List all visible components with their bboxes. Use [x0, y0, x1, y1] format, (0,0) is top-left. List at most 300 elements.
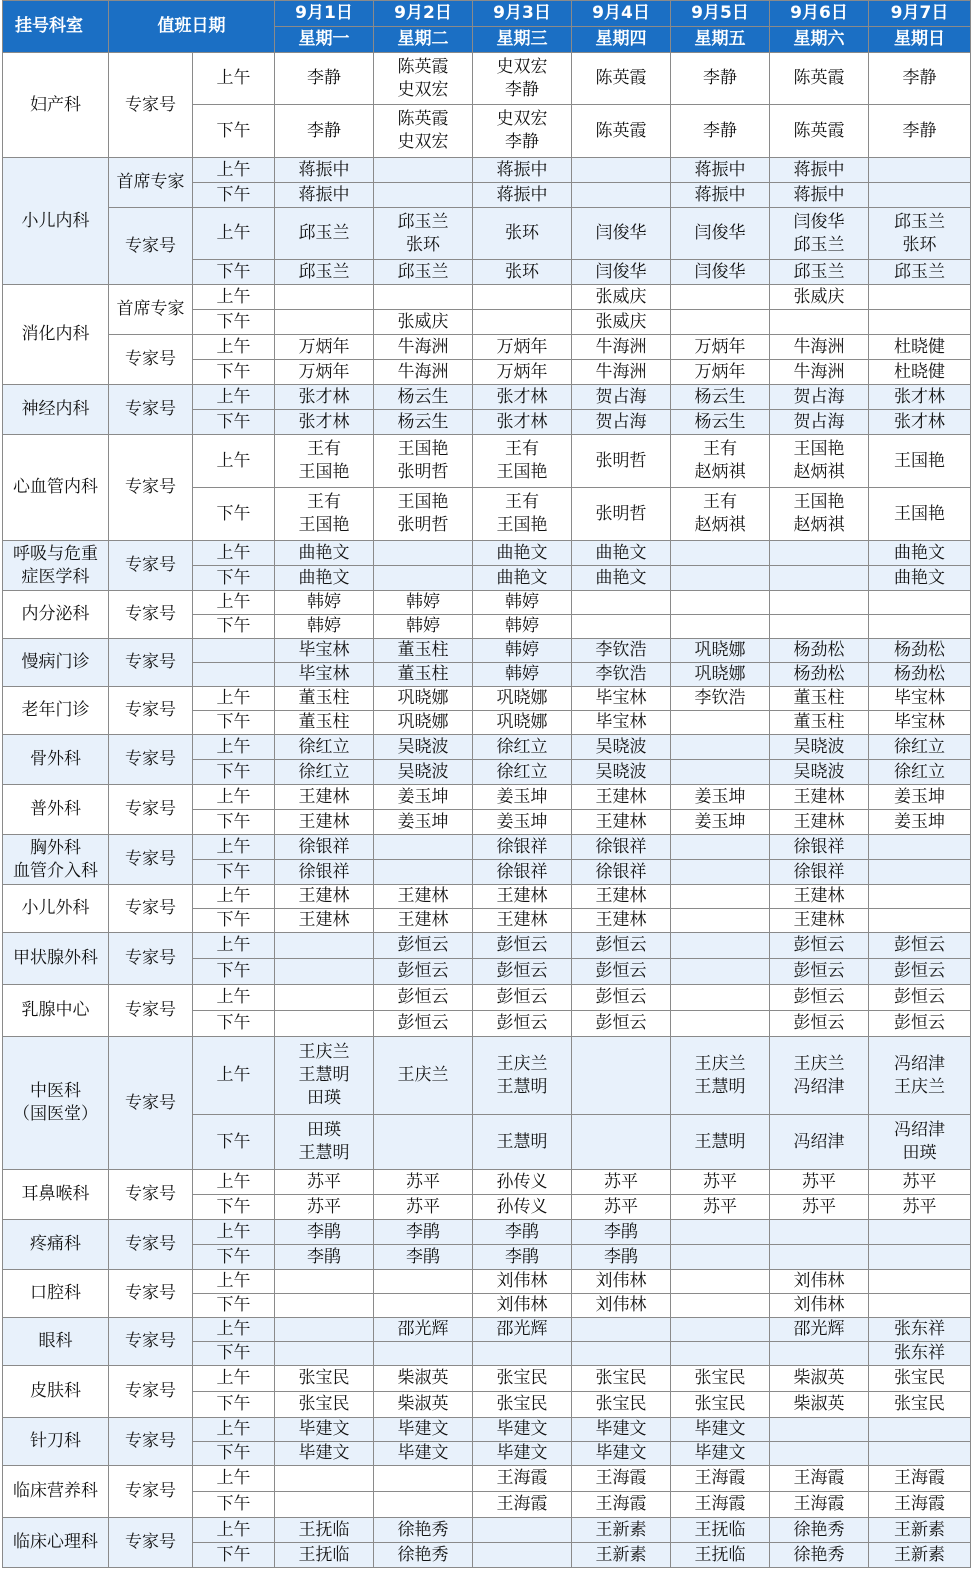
cell-text-line: 专家号	[125, 749, 176, 769]
cell-text-line: 张宝民	[694, 1394, 746, 1414]
doctor-cell	[869, 1195, 971, 1220]
doctor-cell	[275, 105, 374, 158]
time-slot: 上午	[193, 1518, 275, 1543]
doctor-cell	[572, 1294, 671, 1318]
cell-text-line: 王慧明	[496, 1076, 548, 1097]
time-slot: 上午	[193, 435, 275, 488]
cell-text-line: 专家号	[125, 700, 176, 720]
schedule-row	[3, 335, 971, 360]
time-slot	[193, 639, 275, 663]
cell-text-line: 苏平	[703, 1196, 737, 1217]
registration-type	[109, 1170, 193, 1220]
cell-text-line: 万炳年	[694, 361, 746, 382]
cell-text-line: 邱玉兰	[793, 261, 845, 282]
cell-text-line: 曲艳文	[298, 567, 350, 588]
doctor-cell	[869, 158, 971, 183]
doctor-cell	[572, 260, 671, 285]
cell-text-line: 巩晓娜	[694, 664, 746, 684]
doctor-cell	[770, 335, 869, 360]
cell-text-line: 王海霞	[894, 1494, 945, 1514]
doctor-cell	[572, 985, 671, 1011]
time-slot: 上午	[193, 1366, 275, 1392]
doctor-cell	[473, 1037, 572, 1115]
cell-text-line: 董玉柱	[793, 712, 845, 732]
doctor-cell	[671, 1195, 770, 1220]
cell-text-line: 张明哲	[595, 450, 647, 471]
cell-text-line: 董玉柱	[793, 688, 845, 708]
doctor-cell	[869, 285, 971, 310]
doctor-cell	[473, 1220, 572, 1245]
cell-text-line: 口腔科	[30, 1283, 81, 1303]
header-day-date: 9月7日	[869, 1, 971, 27]
doctor-cell	[275, 1466, 374, 1492]
doctor-cell	[671, 385, 770, 410]
cell-text-line: 王有	[505, 492, 539, 512]
doctor-cell	[374, 810, 473, 835]
cell-text-line: 张宝民	[298, 1394, 350, 1414]
doctor-cell	[671, 885, 770, 909]
time-slot: 上午	[193, 1318, 275, 1342]
doctor-cell	[275, 735, 374, 760]
time-slot: 上午	[193, 1418, 275, 1442]
header-weekday: 星期四	[572, 27, 671, 53]
cell-text-line: 吴晓波	[793, 736, 845, 757]
doctor-cell	[671, 285, 770, 310]
doctor-cell	[275, 1270, 374, 1294]
cell-text-line: 彭恒云	[397, 935, 449, 955]
doctor-cell	[473, 1245, 572, 1270]
cell-text-line: 杨劲松	[793, 640, 845, 660]
cell-text-line: 王海霞	[694, 1494, 746, 1514]
doctor-cell	[572, 208, 671, 260]
doctor-cell	[671, 1115, 770, 1170]
cell-text-line: 徐红立	[496, 761, 548, 782]
cell-text-line: 张明哲	[397, 462, 449, 482]
doctor-cell	[473, 1543, 572, 1568]
cell-text-line: 蒋振中	[298, 184, 350, 205]
time-slot: 下午	[193, 566, 275, 591]
cell-text-line: 徐红立	[496, 736, 548, 757]
cell-text-line: 张宝民	[496, 1368, 548, 1388]
header-day-date: 9月4日	[572, 1, 671, 27]
header-dept: 挂号科室	[3, 1, 109, 53]
cell-text-line: 巩晓娜	[496, 712, 548, 732]
registration-type	[109, 1418, 193, 1466]
doctor-cell	[374, 1492, 473, 1518]
doctor-cell	[572, 541, 671, 566]
doctor-cell	[671, 1037, 770, 1115]
doctor-cell	[275, 1543, 374, 1568]
time-slot: 上午	[193, 385, 275, 410]
doctor-cell	[374, 410, 473, 435]
cell-text-line: 彭恒云	[595, 987, 647, 1007]
cell-text-line: 徐红立	[894, 736, 945, 757]
schedule-row	[3, 1518, 971, 1543]
department-name	[3, 639, 109, 687]
cell-text-line: 吴晓波	[793, 761, 845, 782]
cell-text-line: 冯绍津	[793, 1076, 845, 1097]
cell-text-line: 姜玉坤	[894, 786, 945, 807]
cell-text-line: 张环	[505, 223, 539, 243]
cell-text-line: 彭恒云	[496, 1013, 548, 1033]
cell-text-line: 专家号	[125, 799, 176, 819]
doctor-cell	[671, 687, 770, 711]
doctor-cell	[671, 639, 770, 663]
registration-type	[109, 1270, 193, 1318]
cell-text-line: 王新素	[595, 1519, 647, 1540]
cell-text-line: 彭恒云	[595, 935, 647, 955]
cell-text-line: 赵炳祺	[694, 462, 746, 482]
cell-text-line: 李静	[902, 68, 937, 88]
doctor-cell	[473, 835, 572, 860]
cell-text-line: 杨云生	[694, 386, 746, 407]
cell-text-line: 彭恒云	[595, 1013, 647, 1033]
doctor-cell	[671, 1543, 770, 1568]
doctor-cell	[671, 663, 770, 687]
cell-text-line: 张威庆	[793, 286, 845, 307]
doctor-cell	[275, 1442, 374, 1466]
doctor-cell	[770, 933, 869, 959]
doctor-cell	[275, 1294, 374, 1318]
schedule-row	[3, 639, 971, 663]
doctor-cell	[572, 1518, 671, 1543]
doctor-cell	[374, 615, 473, 639]
cell-text-line: 徐银祥	[298, 836, 350, 857]
doctor-cell	[869, 1543, 971, 1568]
cell-text-line: 蒋振中	[793, 159, 845, 180]
doctor-cell	[869, 909, 971, 933]
doctor-cell	[275, 760, 374, 785]
cell-text-line: 吴晓波	[397, 761, 449, 782]
doctor-cell	[770, 760, 869, 785]
cell-text-line: 巩晓娜	[694, 640, 746, 660]
cell-text-line: 眼科	[38, 1331, 73, 1351]
cell-text-line: 王海霞	[894, 1468, 945, 1488]
time-slot: 下午	[193, 1245, 275, 1270]
time-slot: 上午	[193, 208, 275, 260]
doctor-cell	[473, 933, 572, 959]
doctor-cell	[770, 959, 869, 985]
cell-text-line: 王国艳	[397, 492, 449, 512]
department-name	[3, 735, 109, 785]
time-slot: 上午	[193, 1270, 275, 1294]
cell-text-line: 李静	[505, 132, 539, 152]
department-name	[3, 835, 109, 885]
doctor-cell	[374, 1418, 473, 1442]
doctor-cell	[671, 410, 770, 435]
schedule-row	[3, 541, 971, 566]
doctor-cell	[374, 260, 473, 285]
doctor-cell	[671, 835, 770, 860]
cell-text-line: 李钦浩	[694, 688, 746, 708]
doctor-cell	[671, 985, 770, 1011]
time-slot: 下午	[193, 360, 275, 385]
doctor-cell	[473, 711, 572, 735]
cell-text-line: 陈英霞	[595, 120, 647, 141]
cell-text-line: 王建林	[793, 910, 845, 930]
doctor-cell	[275, 1342, 374, 1366]
doctor-cell	[473, 1466, 572, 1492]
cell-text-line: 王国艳	[793, 439, 845, 459]
cell-text-line: 王国艳	[793, 492, 845, 512]
doctor-cell	[572, 1195, 671, 1220]
cell-text-line: 普外科	[30, 799, 81, 819]
registration-type	[109, 885, 193, 933]
time-slot: 上午	[193, 158, 275, 183]
doctor-cell	[473, 385, 572, 410]
registration-type	[109, 1037, 193, 1170]
doctor-cell	[869, 385, 971, 410]
cell-text-line: 刘伟林	[793, 1271, 845, 1291]
cell-text-line: 王国艳	[298, 515, 350, 535]
doctor-cell	[770, 410, 869, 435]
doctor-cell	[770, 1037, 869, 1115]
cell-text-line: 彭恒云	[397, 961, 449, 981]
doctor-cell	[473, 860, 572, 885]
doctor-cell	[275, 885, 374, 909]
doctor-cell	[374, 1245, 473, 1270]
cell-text-line: 苏平	[604, 1171, 638, 1192]
cell-text-line: 症医学科	[21, 566, 90, 587]
doctor-cell	[671, 1245, 770, 1270]
doctor-cell	[869, 639, 971, 663]
cell-text-line: 刘伟林	[793, 1295, 845, 1315]
cell-text-line: 蒋振中	[793, 184, 845, 205]
cell-text-line: 毕宝林	[894, 688, 945, 708]
doctor-cell	[275, 933, 374, 959]
cell-text-line: 张宝民	[694, 1368, 746, 1388]
doctor-cell	[374, 985, 473, 1011]
doctor-cell	[275, 208, 374, 260]
doctor-cell	[770, 1466, 869, 1492]
cell-text-line: 彭恒云	[397, 1013, 449, 1033]
doctor-cell	[473, 885, 572, 909]
cell-text-line: 彭恒云	[397, 987, 449, 1007]
header-day-date: 9月5日	[671, 1, 770, 27]
cell-text-line: 韩婷	[406, 616, 440, 636]
doctor-cell	[374, 1543, 473, 1568]
header-day-date: 9月6日	[770, 1, 869, 27]
doctor-cell	[572, 1442, 671, 1466]
cell-text-line: 邵光辉	[793, 1319, 845, 1339]
doctor-cell	[275, 1318, 374, 1342]
cell-text-line: 徐艳秀	[793, 1519, 845, 1540]
doctor-cell	[671, 1366, 770, 1392]
cell-text-line: 曲艳文	[595, 567, 647, 588]
cell-text-line: 专家号	[125, 1431, 176, 1451]
doctor-cell	[275, 1011, 374, 1037]
cell-text-line: 张才林	[894, 411, 945, 432]
time-slot: 上午	[193, 735, 275, 760]
doctor-cell	[374, 285, 473, 310]
cell-text-line: 王有	[307, 492, 341, 512]
cell-text-line: 专家号	[125, 604, 176, 624]
cell-text-line: 刘伟林	[595, 1271, 647, 1291]
cell-text-line: 王慧明	[694, 1131, 746, 1152]
cell-text-line: 刘伟林	[595, 1295, 647, 1315]
doctor-cell	[572, 933, 671, 959]
doctor-cell	[770, 158, 869, 183]
cell-text-line: 邱玉兰	[793, 234, 845, 255]
doctor-cell	[473, 591, 572, 615]
cell-text-line: 苏平	[902, 1171, 937, 1192]
department-name	[3, 1318, 109, 1366]
doctor-cell	[473, 1270, 572, 1294]
cell-text-line: 王有	[703, 439, 737, 459]
doctor-cell	[770, 1392, 869, 1418]
time-slot: 上午	[193, 53, 275, 105]
doctor-cell	[869, 985, 971, 1011]
cell-text-line: 杜晓健	[894, 361, 945, 382]
doctor-cell	[671, 435, 770, 488]
cell-text-line: 王建林	[397, 886, 449, 906]
doctor-cell	[671, 760, 770, 785]
time-slot: 上午	[193, 985, 275, 1011]
registration-type	[109, 687, 193, 735]
doctor-cell	[572, 1245, 671, 1270]
cell-text-line: 闫俊华	[595, 261, 647, 282]
cell-text-line: 张威庆	[397, 311, 449, 332]
cell-text-line: 姜玉坤	[694, 811, 746, 832]
registration-type	[109, 435, 193, 541]
cell-text-line: 专家号	[125, 1283, 176, 1303]
doctor-cell	[770, 183, 869, 208]
doctor-cell	[473, 909, 572, 933]
doctor-cell	[869, 1342, 971, 1366]
doctor-cell	[572, 285, 671, 310]
cell-text-line: 李静	[307, 68, 341, 88]
cell-text-line: 彭恒云	[894, 987, 945, 1007]
cell-text-line: 张东祥	[894, 1343, 945, 1363]
doctor-cell	[671, 105, 770, 158]
schedule-row	[3, 885, 971, 909]
cell-text-line: 董玉柱	[397, 664, 449, 684]
doctor-cell	[671, 360, 770, 385]
cell-text-line: 韩婷	[406, 592, 440, 612]
cell-text-line: 徐红立	[298, 736, 350, 757]
time-slot: 上午	[193, 1037, 275, 1115]
doctor-cell	[770, 1492, 869, 1518]
cell-text-line: 神经内科	[21, 399, 90, 419]
doctor-cell	[869, 1466, 971, 1492]
doctor-cell	[572, 385, 671, 410]
schedule-row	[3, 785, 971, 810]
doctor-cell	[869, 933, 971, 959]
registration-type	[109, 1466, 193, 1518]
cell-text-line: 张环	[902, 234, 937, 255]
cell-text-line: 王新素	[595, 1544, 647, 1565]
cell-text-line: 王海霞	[595, 1468, 647, 1488]
cell-text-line: 冯绍津	[894, 1120, 945, 1140]
doctor-cell	[374, 1115, 473, 1170]
cell-text-line: 苏平	[703, 1171, 737, 1192]
cell-text-line: 徐艳秀	[397, 1544, 449, 1565]
doctor-cell	[572, 1318, 671, 1342]
cell-text-line: 赵炳祺	[793, 515, 845, 535]
doctor-cell	[374, 1366, 473, 1392]
doctor-cell	[770, 885, 869, 909]
doctor-cell	[671, 260, 770, 285]
doctor-cell	[275, 53, 374, 105]
cell-text-line: 王建林	[298, 910, 350, 930]
cell-text-line: 徐艳秀	[397, 1519, 449, 1540]
cell-text-line: 王国艳	[496, 515, 548, 535]
doctor-cell	[374, 105, 473, 158]
doctor-cell	[869, 1392, 971, 1418]
doctor-cell	[869, 1220, 971, 1245]
cell-text-line: 徐银祥	[496, 861, 548, 882]
doctor-cell	[770, 1195, 869, 1220]
doctor-cell	[275, 183, 374, 208]
cell-text-line: 王建林	[793, 886, 845, 906]
department-name	[3, 158, 109, 285]
doctor-cell	[374, 385, 473, 410]
cell-text-line: 牛海洲	[397, 361, 449, 382]
cell-text-line: 蒋振中	[496, 184, 548, 205]
doctor-cell	[671, 310, 770, 335]
department-name	[3, 1366, 109, 1418]
cell-text-line: 巩晓娜	[397, 712, 449, 732]
cell-text-line: 苏平	[902, 1196, 937, 1217]
schedule-row	[3, 835, 971, 860]
doctor-cell	[869, 687, 971, 711]
cell-text-line: 徐红立	[298, 761, 350, 782]
doctor-cell	[473, 735, 572, 760]
doctor-cell	[473, 566, 572, 591]
doctor-cell	[374, 1270, 473, 1294]
cell-text-line: 王海霞	[793, 1494, 845, 1514]
doctor-cell	[869, 1294, 971, 1318]
cell-text-line: 邱玉兰	[298, 223, 350, 243]
doctor-cell	[572, 591, 671, 615]
doctor-cell	[869, 208, 971, 260]
doctor-cell	[572, 360, 671, 385]
doctor-cell	[473, 1418, 572, 1442]
cell-text-line: 临床心理科	[13, 1532, 98, 1552]
doctor-cell	[572, 1492, 671, 1518]
cell-text-line: 毕建文	[397, 1443, 449, 1463]
cell-text-line: 姜玉坤	[496, 811, 548, 832]
doctor-cell	[770, 735, 869, 760]
department-name	[3, 1466, 109, 1518]
doctor-cell	[770, 385, 869, 410]
cell-text-line: 专家号	[125, 1092, 176, 1113]
doctor-cell	[572, 566, 671, 591]
header-weekday: 星期三	[473, 27, 572, 53]
cell-text-line: 张环	[505, 261, 539, 282]
time-slot: 下午	[193, 1011, 275, 1037]
cell-text-line: 曲艳文	[496, 542, 548, 563]
time-slot: 下午	[193, 615, 275, 639]
time-slot: 下午	[193, 1492, 275, 1518]
cell-text-line: 王慧明	[298, 1065, 350, 1085]
doctor-cell	[374, 959, 473, 985]
cell-text-line: 杨劲松	[793, 664, 845, 684]
department-name	[3, 1220, 109, 1270]
cell-text-line: 韩婷	[505, 616, 539, 636]
doctor-cell	[374, 909, 473, 933]
doctor-cell	[770, 663, 869, 687]
cell-text-line: 王抚临	[694, 1544, 746, 1565]
cell-text-line: 柴淑英	[793, 1394, 845, 1414]
department-name	[3, 1270, 109, 1318]
department-name	[3, 53, 109, 158]
doctor-cell	[671, 1270, 770, 1294]
doctor-cell	[374, 310, 473, 335]
cell-text-line: 耳鼻喉科	[21, 1184, 90, 1204]
doctor-cell	[473, 959, 572, 985]
cell-text-line: 王有	[703, 492, 737, 512]
